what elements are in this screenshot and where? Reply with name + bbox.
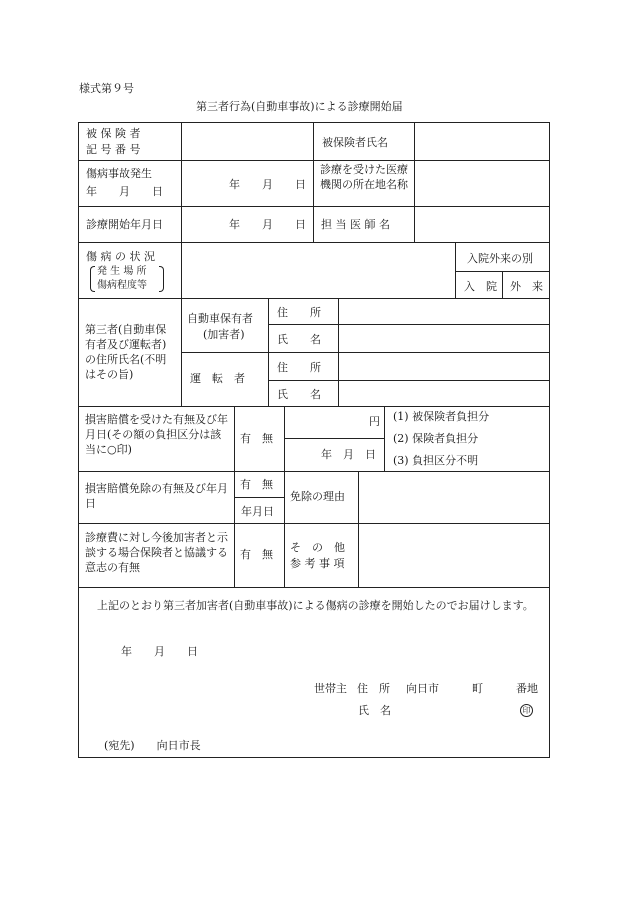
inpatient-option[interactable]: 入 院: [464, 280, 497, 293]
other-label: そ の 他: [290, 541, 345, 554]
doctor-label: 担 当 医 師 名: [321, 218, 390, 231]
col-divider: [268, 298, 269, 406]
driver-label: 運 転 者: [190, 372, 245, 385]
bracket-left: [90, 266, 95, 292]
householder-label: 世帯主: [314, 682, 347, 695]
condition-sub-1: 発 生 場 所: [97, 266, 147, 277]
col-divider: [284, 406, 285, 587]
col-divider: [313, 122, 314, 242]
injury-date-label-2: 年 月 日: [86, 185, 163, 198]
exemption-date[interactable]: 年月日: [241, 505, 274, 518]
submission-date[interactable]: 年 月 日: [121, 645, 198, 658]
col-divider: [181, 298, 182, 406]
statement-text: 上記のとおり第三者加害者(自動車事故)による傷病の診療を開始したのでお届けします。: [97, 599, 534, 612]
householder-name-label: 氏 名: [358, 704, 391, 717]
seal-mark: 印: [520, 704, 533, 717]
facility-field[interactable]: [415, 161, 549, 205]
householder-address-label: 住 所: [357, 682, 390, 695]
owner-address-field[interactable]: [339, 299, 549, 323]
col-divider: [234, 406, 235, 587]
outpatient-option[interactable]: 外 来: [510, 280, 543, 293]
driver-name-field[interactable]: [339, 381, 549, 405]
insured-number-label: 被 保 険 者: [86, 127, 141, 140]
form-title: 第三者行為(自動車事故)による診療開始届: [196, 100, 403, 113]
facility-label: 診療を受けた医療機関の所在地名称: [320, 163, 408, 191]
row-divider: [78, 587, 550, 588]
condition-label: 傷 病 の 状 況: [86, 250, 155, 263]
owner-address-label: 住 所: [277, 306, 321, 319]
insured-name-label: 被保険者氏名: [322, 136, 388, 149]
exemption-divider: [234, 497, 284, 498]
damages-divider: [284, 438, 384, 439]
owner-sub-label: (加害者): [203, 328, 245, 341]
addressee: (宛先) 向日市長: [104, 739, 201, 752]
form-number: 様式第９号: [79, 82, 134, 95]
damages-yes-no[interactable]: 有 無: [240, 432, 273, 445]
burden-option-3[interactable]: (3) 負担区分不明: [393, 454, 479, 467]
owner-name-field[interactable]: [339, 325, 549, 351]
exemption-reason-field[interactable]: [359, 472, 549, 522]
exemption-reason-label: 免除の理由: [290, 490, 345, 503]
row-divider: [78, 406, 550, 407]
insured-number-label-2: 記 号 番 号: [86, 143, 141, 156]
col-divider: [455, 242, 456, 298]
other-notes-field[interactable]: [359, 524, 549, 586]
insured-name-field[interactable]: [415, 123, 549, 159]
injury-date-value[interactable]: 年 月 日: [229, 178, 306, 191]
exemption-yes-no[interactable]: 有 無: [240, 478, 273, 491]
start-date-label: 診療開始年月日: [86, 218, 163, 231]
owner-name-label: 氏 名: [277, 333, 321, 346]
driver-address-label: 住 所: [277, 361, 321, 374]
insured-number-field[interactable]: [182, 123, 312, 159]
driver-name-label: 氏 名: [277, 388, 321, 401]
col-divider: [502, 271, 503, 298]
damages-label: 損害賠償を受けた有無及び年月日(その額の負担区分は該当に○印): [85, 413, 228, 456]
driver-address-field[interactable]: [339, 353, 549, 379]
condition-field[interactable]: [182, 243, 454, 297]
exemption-label: 損害賠償免除の有無及び年月日: [85, 482, 228, 510]
bracket-right: [159, 266, 164, 292]
burden-option-2[interactable]: (2) 保険者負担分: [393, 432, 479, 445]
owner-label: 自動車保有者: [187, 312, 253, 325]
col-divider: [384, 406, 385, 471]
damages-date[interactable]: 年 月 日: [321, 448, 376, 461]
other-label-2: 参 考 事 項: [290, 557, 345, 570]
consult-yes-no[interactable]: 有 無: [240, 548, 273, 561]
burden-option-1[interactable]: (1) 被保険者負担分: [393, 410, 490, 423]
consult-label: 診療費に対し今後加害者と示談する場合保険者と協議する意志の有無: [85, 531, 228, 574]
start-date-value[interactable]: 年 月 日: [229, 218, 306, 231]
injury-date-label: 傷病事故発生: [86, 167, 152, 180]
damages-yen: 円: [369, 415, 380, 428]
inout-label: 入院外来の別: [467, 252, 533, 265]
doctor-field[interactable]: [415, 207, 549, 241]
householder-name-field[interactable]: [400, 700, 515, 718]
third-party-label: 第三者(自動車保有者及び運転者)の住所氏名(不明はその旨): [85, 323, 167, 381]
householder-address-value[interactable]: 向日市 町 番地: [406, 682, 538, 695]
condition-sub-2: 傷病程度等: [97, 280, 147, 291]
